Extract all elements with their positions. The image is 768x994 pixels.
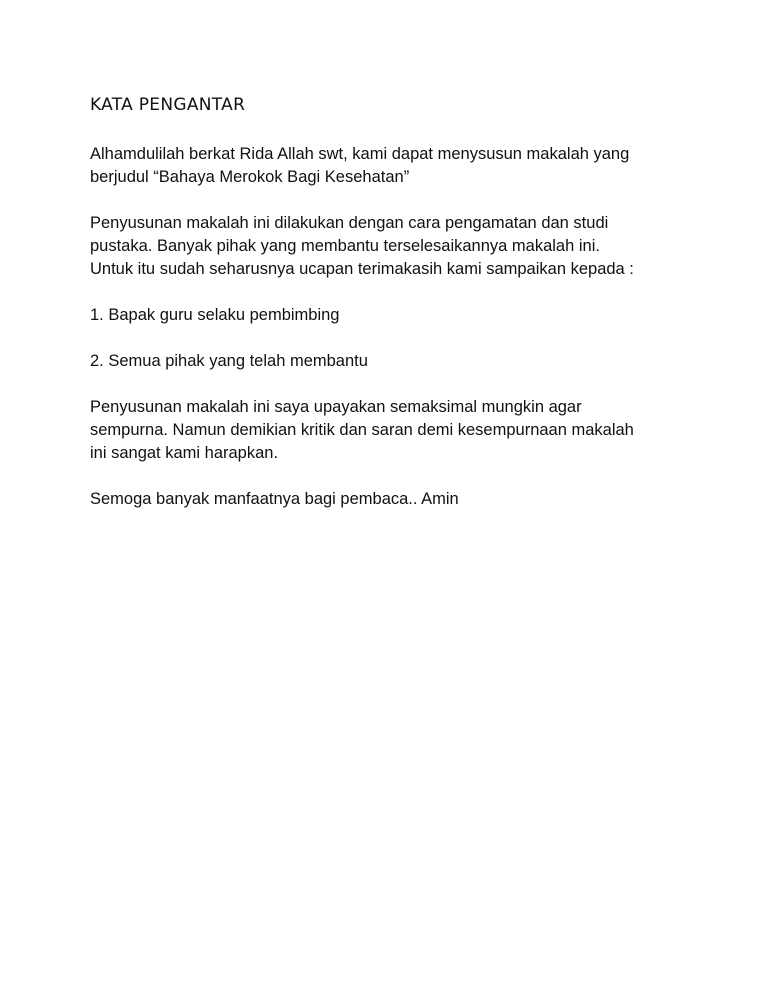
text-line: 2. Semua pihak yang telah membantu [90,352,368,370]
text-line: 1. Bapak guru selaku pembimbing [90,306,340,324]
paragraph-effort [90,396,690,465]
list-item-1 [90,304,690,327]
text-line: Semoga banyak manfaatnya bagi pembaca.. Amin [90,490,459,508]
text-line: Penyusunan makalah ini saya upayakan semaksimal mungkin agar [90,398,582,416]
text-line: Penyusunan makalah ini dilakukan dengan cara pengamatan dan studi [90,214,609,232]
text-line: Alhamdulilah berkat Rida Allah swt, kami dapat menysusun makalah yang [90,145,630,163]
list-item-2 [90,350,690,373]
paragraph-intro [90,143,690,189]
page-title: KATA PENGANTAR [90,95,246,115]
paragraph-closing [90,488,690,511]
text-line: ini sangat kami harapkan. [90,444,279,462]
text-line: pustaka. Banyak pihak yang membantu terselesaikannya makalah ini. [90,237,600,255]
text-line: sempurna. Namun demikian kritik dan saran demi kesempurnaan makalah [90,421,634,439]
text-line: Untuk itu sudah seharusnya ucapan terimakasih kami sampaikan kepada : [90,260,634,278]
text-line: berjudul “Bahaya Merokok Bagi Kesehatan” [90,168,410,186]
document-body [90,93,690,534]
paragraph-method [90,212,690,281]
